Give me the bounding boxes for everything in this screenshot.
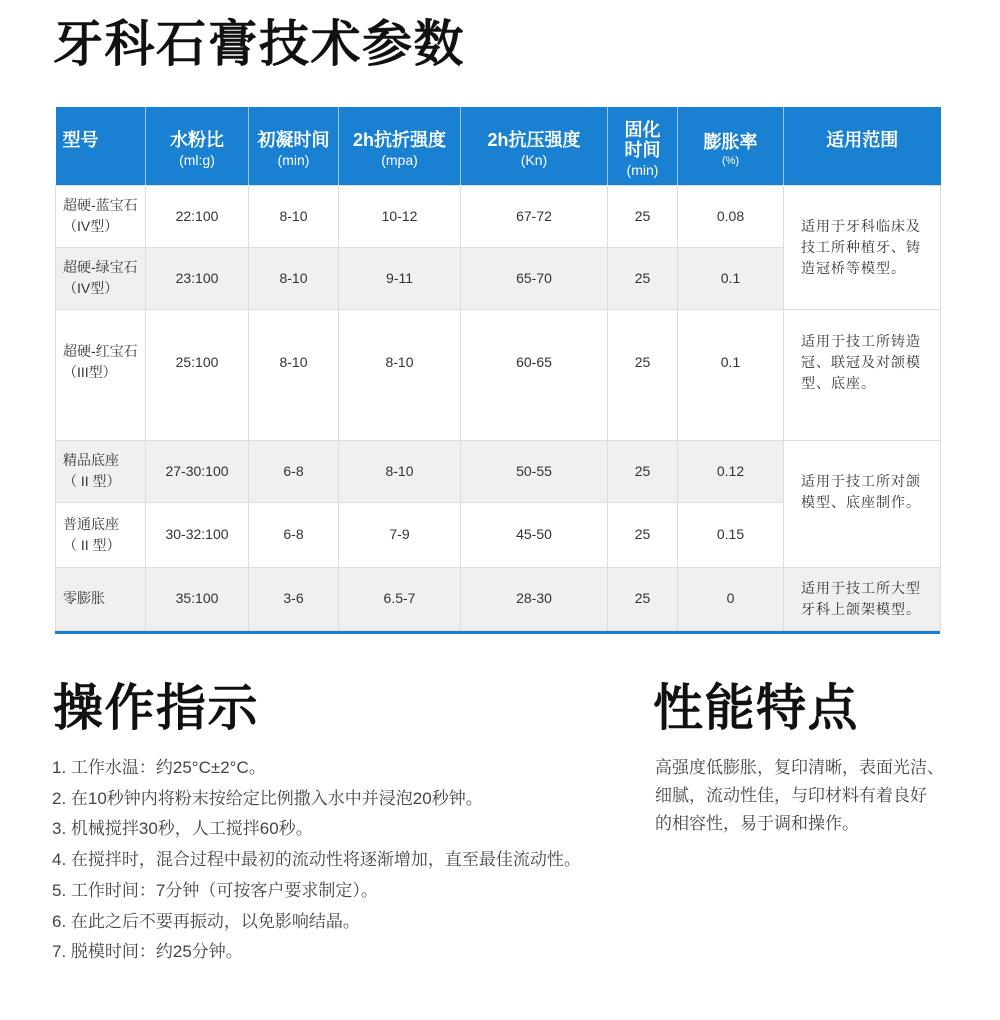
header-model-label: 型号 <box>62 129 99 150</box>
header-curing-time <box>608 107 678 185</box>
model-type: （IV型） <box>63 218 119 234</box>
cell-curing-time: 25 <box>608 247 678 309</box>
cell-compressive-strength: 60-65 <box>461 309 608 440</box>
cell-flexural-strength: 6.5-7 <box>339 567 461 630</box>
cell-initial-setting-time: 8-10 <box>249 309 339 440</box>
cell-expansion-rate: 0.08 <box>678 185 784 247</box>
spec-table-container <box>55 107 940 634</box>
application-text: 适用于牙科临床及 技工所种植牙、铸 造冠桥等模型。 <box>801 217 921 276</box>
cell-water-powder-ratio: 25:100 <box>146 309 249 440</box>
model-type: （III型） <box>63 364 117 380</box>
header-model <box>56 107 146 185</box>
cell-water-powder-ratio: 30-32:100 <box>146 502 249 567</box>
table-row <box>56 440 941 502</box>
cell-model <box>56 185 146 247</box>
cell-initial-setting-time: 8-10 <box>249 247 339 309</box>
model-name: 精品底座 <box>63 452 119 468</box>
cell-initial-setting-time: 8-10 <box>249 185 339 247</box>
model-type: （ II 型） <box>63 473 121 489</box>
header-flexural-strength-unit: (mpa) <box>381 152 418 169</box>
list-item: 1. 工作水温：约25°C±2°C。 <box>52 758 266 777</box>
features-text: 高强度低膨胀，复印清晰，表面光洁、 细腻，流动性佳，与印材料有着良好 的相容性，易于调和操作。 <box>655 758 944 833</box>
header-initial-setting-time <box>249 107 339 185</box>
cell-expansion-rate: 0 <box>678 567 784 630</box>
cell-application <box>784 440 941 567</box>
cell-model <box>56 247 146 309</box>
cell-initial-setting-time: 6-8 <box>249 440 339 502</box>
cell-application <box>784 309 941 440</box>
cell-model <box>56 567 146 630</box>
application-text: 适用于技工所铸造 冠、联冠及对颌模 型、底座。 <box>801 332 921 391</box>
cell-expansion-rate: 0.12 <box>678 440 784 502</box>
cell-application <box>784 567 941 630</box>
instructions-list <box>52 753 581 968</box>
table-header-row <box>56 107 941 185</box>
model-name: 超硬-红宝石 <box>63 343 138 359</box>
cell-water-powder-ratio: 35:100 <box>146 567 249 630</box>
table-row <box>56 567 941 630</box>
cell-expansion-rate: 0.1 <box>678 247 784 309</box>
cell-curing-time: 25 <box>608 309 678 440</box>
cell-flexural-strength: 8-10 <box>339 309 461 440</box>
header-compressive-strength-unit: (Kn) <box>520 152 548 169</box>
features-heading: 性能特点 <box>653 680 859 736</box>
header-expansion-rate-label: 膨胀率 <box>703 131 758 152</box>
cell-model <box>56 502 146 567</box>
header-application-label: 适用范围 <box>826 129 899 150</box>
list-item: 4. 在搅拌时，混合过程中最初的流动性将逐渐增加，直至最佳流动性。 <box>52 850 581 870</box>
model-type: （ II 型） <box>63 536 121 553</box>
header-initial-setting-time-label: 初凝时间 <box>257 130 330 151</box>
list-item: 3. 机械搅拌30秒，人工搅拌60秒。 <box>52 819 313 839</box>
cell-flexural-strength: 8-10 <box>339 440 461 502</box>
cell-compressive-strength: 50-55 <box>461 440 608 502</box>
header-initial-setting-time-unit: (min) <box>277 152 310 169</box>
model-type: （IV型） <box>63 280 119 296</box>
cell-curing-time: 25 <box>608 567 678 630</box>
cell-water-powder-ratio: 23:100 <box>146 247 249 309</box>
model-name: 普通底座 <box>63 515 119 532</box>
header-water-powder-ratio-unit: (ml:g) <box>179 152 215 169</box>
application-text: 适用于技工所对颌 模型、底座制作。 <box>801 472 921 510</box>
cell-compressive-strength: 65-70 <box>461 247 608 309</box>
cell-application <box>784 185 941 309</box>
header-expansion-rate <box>678 107 784 185</box>
cell-curing-time: 25 <box>608 502 678 567</box>
cell-water-powder-ratio: 27-30:100 <box>146 440 249 502</box>
cell-initial-setting-time: 6-8 <box>249 502 339 567</box>
cell-water-powder-ratio: 22:100 <box>146 185 249 247</box>
cell-compressive-strength: 45-50 <box>461 502 608 567</box>
model-name: 零膨胀 <box>63 590 105 606</box>
header-flexural-strength-label: 2h抗折强度 <box>352 130 446 151</box>
header-compressive-strength <box>461 107 608 185</box>
cell-curing-time: 25 <box>608 440 678 502</box>
header-expansion-rate-unit: (%) <box>721 154 740 167</box>
cell-flexural-strength: 9-11 <box>339 247 461 309</box>
cell-flexural-strength: 7-9 <box>339 502 461 567</box>
cell-compressive-strength: 67-72 <box>461 185 608 247</box>
header-compressive-strength-label: 2h抗压强度 <box>487 130 581 151</box>
header-curing-time-label: 固化 时间 <box>624 120 661 161</box>
spec-table <box>55 107 941 631</box>
list-item: 2. 在10秒钟内将粉末按给定比例撒入水中并浸泡20秒钟。 <box>52 788 483 808</box>
cell-flexural-strength: 10-12 <box>339 185 461 247</box>
list-item: 7. 脱模时间：约25分钟。 <box>52 942 243 962</box>
model-name: 超硬-绿宝石 <box>63 259 138 275</box>
header-curing-time-unit: (min) <box>626 162 659 179</box>
instructions-heading: 操作指示 <box>53 680 259 736</box>
cell-compressive-strength: 28-30 <box>461 567 608 630</box>
list-item: 6. 在此之后不要再振动，以免影响结晶。 <box>52 911 360 931</box>
application-text: 适用于技工所大型 牙科上颌架模型。 <box>801 579 921 617</box>
cell-model <box>56 309 146 440</box>
list-item: 5. 工作时间：7分钟（可按客户要求制定）。 <box>52 880 378 900</box>
header-application <box>784 107 941 185</box>
header-water-powder-ratio-label: 水粉比 <box>170 130 224 151</box>
page-title: 牙科石膏技术参数 <box>53 16 465 72</box>
cell-curing-time: 25 <box>608 185 678 247</box>
table-row <box>56 185 941 247</box>
header-water-powder-ratio <box>146 107 249 185</box>
model-name: 超硬-蓝宝石 <box>63 197 138 213</box>
cell-expansion-rate: 0.1 <box>678 309 784 440</box>
cell-initial-setting-time: 3-6 <box>249 567 339 630</box>
cell-model <box>56 440 146 502</box>
cell-expansion-rate: 0.15 <box>678 502 784 567</box>
header-flexural-strength <box>339 107 461 185</box>
table-row <box>56 309 941 440</box>
